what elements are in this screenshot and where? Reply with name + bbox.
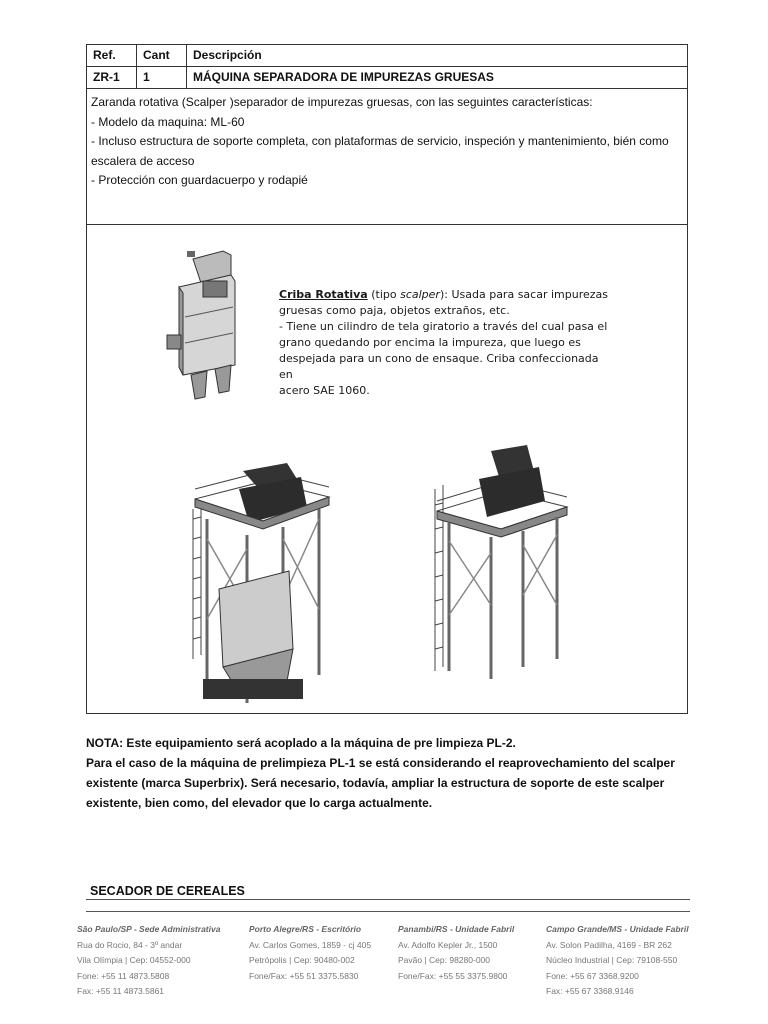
office-porto-alegre <box>249 922 414 984</box>
table-row <box>87 67 687 89</box>
machine-illustrations <box>87 225 687 713</box>
note-line: existente (marca Superbrix). Será necesario, todavía, ampliar la estructura de soporte de este scalper <box>86 776 665 790</box>
callout-line: despejada para un cono de ensaque. Criba confeccionada en <box>279 352 599 381</box>
detail-line: escalera de acceso <box>91 153 195 168</box>
office-line: Vila Olímpia | Cep: 04552-000 <box>77 955 191 965</box>
office-campo-grande <box>546 922 711 1000</box>
office-line: Fone/Fax: +55 55 3375.9800 <box>398 970 508 981</box>
office-name: São Paulo/SP - Sede Administrativa <box>77 924 221 934</box>
header-descripcion: Descripción <box>193 48 262 62</box>
detail-line: Zaranda rotativa (Scalper )separador de impurezas gruesas, con las seguintes características: <box>91 95 593 109</box>
scalper-structure-drawing <box>183 459 343 711</box>
detail-line: - Modelo da maquina: ML-60 <box>91 114 245 129</box>
office-line: Rua do Rocio, 84 - 3º andar <box>77 939 183 950</box>
callout-line: grano quedando por encima la impureza, que luego es <box>279 336 581 349</box>
footer-divider <box>86 911 690 912</box>
header-ref: Ref. <box>87 45 137 66</box>
office-line: Av. Adolfo Kepler Jr., 1500 <box>398 939 498 950</box>
office-line: Pavão | Cep: 98280-000 <box>398 955 490 965</box>
detail-line: - Protección con guardacuerpo y rodapié <box>91 173 308 187</box>
office-line: Av. Carlos Gomes, 1859 - cj 405 <box>249 939 372 950</box>
callout-line: gruesas como paja, objetos extraños, etc. <box>279 304 510 317</box>
office-name: Porto Alegre/RS - Escritório <box>249 924 362 934</box>
callout-text: ): Usada para sacar impurezas <box>439 288 608 301</box>
item-details <box>87 89 687 225</box>
notes-block <box>86 733 686 813</box>
callout-title: Criba Rotativa <box>279 288 368 301</box>
office-name: Panambi/RS - Unidade Fabril <box>398 924 515 934</box>
footer-divider <box>86 899 690 900</box>
note-line: Para el caso de la máquina de prelimpieza PL-1 se está considerando el reaprovechamiento del scalper <box>86 756 675 770</box>
office-line: Fax: +55 11 4873.5861 <box>77 986 165 996</box>
table-header-row <box>87 45 687 67</box>
spec-table <box>86 44 688 714</box>
scalper-machine-drawing <box>165 247 255 403</box>
office-line: Núcleo Industrial | Cep: 79108-550 <box>546 955 678 965</box>
footer-title: SECADOR DE CEREALES <box>90 884 245 898</box>
office-line: Fone: +55 67 3368.9200 <box>546 970 639 981</box>
office-line: Av. Solon Padilha, 4169 - BR 262 <box>546 939 672 950</box>
callout-text: scalper <box>400 288 440 301</box>
callout-line: - Tiene un cilindro de tela giratorio a través del cual pasa el <box>279 320 608 333</box>
office-panambi <box>398 922 563 984</box>
callout-text: (tipo <box>367 288 401 301</box>
office-line: Fax: +55 67 3368.9146 <box>546 986 634 996</box>
item-descripcion: MÁQUINA SEPARADORA DE IMPUREZAS GRUESAS <box>193 70 494 84</box>
office-line: Petrópolis | Cep: 90480-002 <box>249 955 355 965</box>
office-line: Fone/Fax: +55 51 3375.5830 <box>249 970 359 981</box>
item-cant: 1 <box>137 67 187 88</box>
item-ref: ZR-1 <box>87 67 137 88</box>
office-line: Fone: +55 11 4873.5808 <box>77 970 170 981</box>
header-cant: Cant <box>137 45 187 66</box>
office-sao-paulo <box>77 922 242 1000</box>
note-line: NOTA: Este equipamiento será acoplado a la máquina de pre limpieza PL-2. <box>86 736 516 750</box>
office-name: Campo Grande/MS - Unidade Fabril <box>546 924 689 934</box>
detail-line: - Incluso estructura de soporte completa, con plataformas de servicio, inspeción y mantenimiento, bién como <box>91 134 669 148</box>
note-line: existente, bien como, del elevador que lo carga actualmente. <box>86 796 433 810</box>
callout-line: acero SAE 1060. <box>279 384 370 397</box>
support-structure-drawing <box>427 445 577 681</box>
criba-callout <box>279 287 609 399</box>
